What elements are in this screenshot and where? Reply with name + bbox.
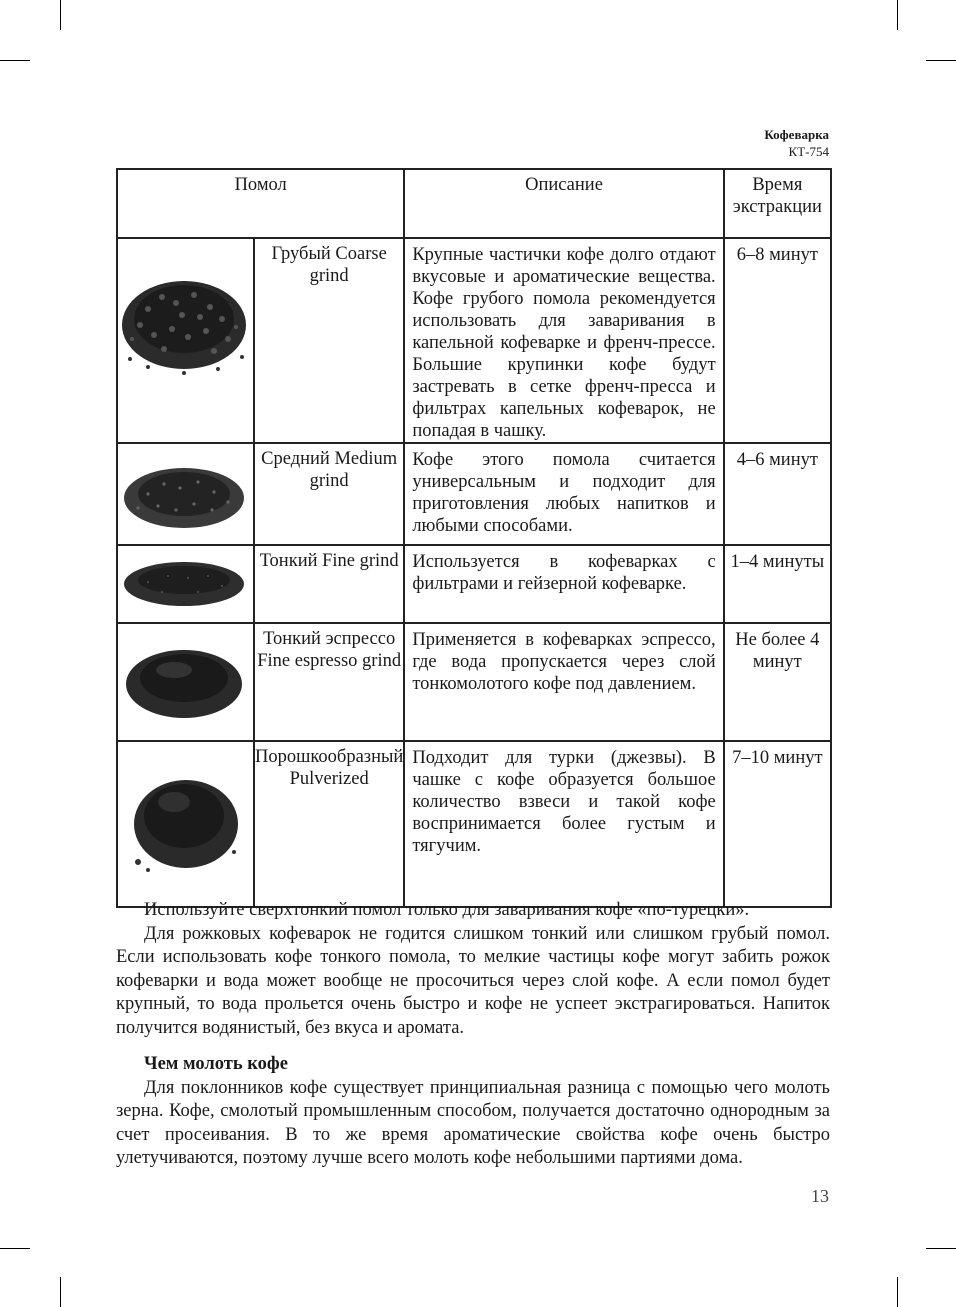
grind-description: Применяется в кофеварках эспрессо, где вода пропускается через слой тонкомолотого кофе под давлением. [404,623,723,741]
extraction-time: 4–6 минут [724,443,831,545]
page-number: 13 [811,1186,829,1206]
crop-mark [0,1248,30,1249]
header-time: Время экстракции [724,169,831,238]
body-section [116,899,830,1040]
grind-name: Грубый Coarse grind [254,238,404,443]
header-model: КТ-754 [788,144,829,159]
table-row [117,238,831,443]
paragraph: Для рожковых кофеварок не годится слишком тонкий или слишком грубый помол. Если использовать кофе тонкого помола, то мелкие частицы кофе могут забить рожок кофеварки и вода может вообще не просочиться через слой кофе. А если помол будет крупный, то вода прольется очень быстро и кофе не успеет экстрагироваться. Напиток получится водянистый, без вкуса и аромата. [116,923,830,1038]
crop-mark [60,1277,61,1307]
header-description: Описание [404,169,723,238]
grind-table [116,168,832,908]
paragraph: Используйте сверхтонкий помол только для заваривания кофе «по-турецки». [144,900,750,920]
espresso-coffee-grounds-image [117,623,254,741]
crop-mark [897,1277,898,1307]
paragraph: Для поклонников кофе существует принципиальная разница с помощью чего молоть зерна. Кофе, смолотый промышленным способом, получается достаточно однородным за счет просеивания. В то же время ароматические свойства кофе очень быстро улетучиваются, поэтому лучше всего молоть кофе небольшими партиями дома. [116,1077,830,1168]
header-brand: Кофеварка [764,127,829,142]
grind-description: Используется в кофеварках с фильтрами и гейзерной кофеварке. [404,545,723,623]
table-row [117,443,831,545]
grind-description: Подходит для турки (джезвы). В чашке с кофе образуется большое количество взвеси и такой кофе воспринимается более густым и тягучим. [404,741,723,907]
medium-coffee-grounds-image [117,443,254,545]
crop-mark [926,1248,956,1249]
coarse-coffee-grounds-image [117,238,254,443]
pulverized-coffee-grounds-image [117,741,254,907]
crop-mark [897,0,898,30]
table-row [117,623,831,741]
grind-description: Крупные частички кофе долго отдают вкусовые и ароматические вещества. Кофе грубого помола рекомендуется использовать для заваривания в капельной кофеварке и френч-прессе. Большие крупинки кофе будут застревать в сетке френч-пресса и фильтрах капельных кофеварок, не попадая в чашку. [404,238,723,443]
fine-coffee-grounds-image [117,545,254,623]
section-heading: Чем молоть кофе [144,1054,288,1074]
grind-name: Средний Medium grind [254,443,404,545]
extraction-time: 1–4 минуты [724,545,831,623]
grind-name: Тонкий эспрессо Fine espresso grind [254,623,404,741]
grinding-section [116,1053,830,1171]
crop-mark [0,60,30,61]
table-row [117,741,831,907]
table-row [117,545,831,623]
grind-name: Тонкий Fine grind [254,545,404,623]
crop-mark [926,60,956,61]
extraction-time: 6–8 минут [724,238,831,443]
header-grind: Помол [117,169,404,238]
grind-name: Порошкообразный Pulverized [254,741,404,907]
grind-description: Кофе этого помола считается универсальным и подходит для приготовления любых напитков и любыми способами. [404,443,723,545]
running-header [764,126,829,160]
extraction-time: Не более 4 минут [724,623,831,741]
table-header-row [117,169,831,238]
extraction-time: 7–10 минут [724,741,831,907]
crop-mark [60,0,61,30]
